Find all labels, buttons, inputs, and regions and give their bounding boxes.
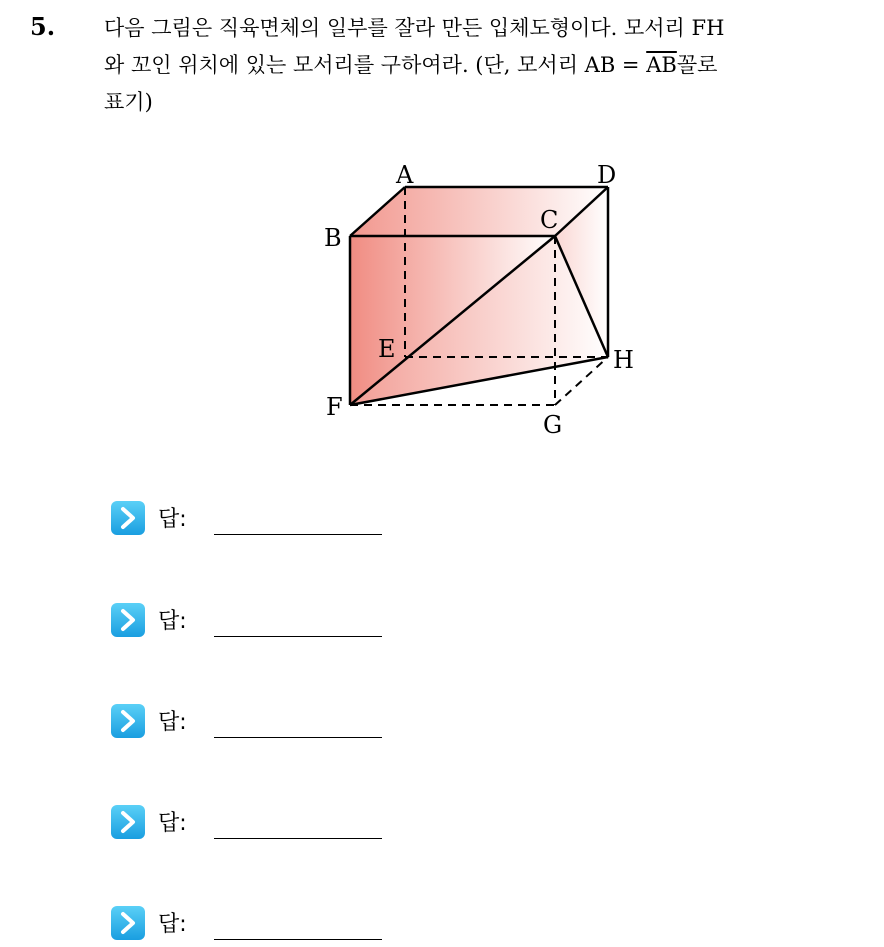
question-line-3: 표기) — [104, 90, 153, 114]
answer-row-5 — [110, 905, 410, 945]
answer-label: 답: — [158, 609, 187, 634]
answer-label: 답: — [158, 912, 187, 937]
answer-label: 답: — [158, 507, 187, 532]
vertex-label-B: B — [324, 224, 342, 252]
answer-row-4 — [110, 804, 410, 844]
answer-label: 답: — [158, 710, 187, 735]
question-line-1: 다음 그림은 직육면체의 일부를 잘라 만든 입체도형이다. 모서리 FH — [104, 16, 725, 40]
answer-blank[interactable] — [214, 737, 382, 738]
vertex-label-A: A — [396, 161, 414, 189]
vertex-label-F: F — [326, 393, 343, 421]
answer-row-1 — [110, 500, 410, 540]
chevron-right-icon — [110, 905, 146, 941]
question-line-2-suffix: 꼴로 — [676, 53, 718, 77]
answer-row-3 — [110, 703, 410, 743]
answer-blank[interactable] — [214, 636, 382, 637]
chevron-right-icon — [110, 703, 146, 739]
vertex-label-C: C — [540, 206, 559, 234]
vertex-label-H: H — [613, 346, 634, 374]
answer-blank[interactable] — [214, 534, 382, 535]
question-text — [104, 10, 864, 121]
question-line-2 — [104, 47, 864, 84]
question-line-2-prefix: 와 꼬인 위치에 있는 모서리를 구하여라. (단, 모서리 AB = — [104, 53, 647, 77]
answer-row-2 — [110, 602, 410, 642]
vertex-label-D: D — [597, 161, 617, 189]
overline-ab: $\overline{AB}$ — [646, 53, 677, 77]
vertex-label-G: G — [543, 411, 563, 439]
answer-label: 답: — [158, 811, 187, 836]
question-number: 5. — [30, 12, 56, 41]
chevron-right-icon — [110, 602, 146, 638]
vertex-label-E: E — [378, 335, 396, 363]
answer-blank[interactable] — [214, 939, 382, 940]
solid-figure — [310, 150, 650, 450]
chevron-right-icon — [110, 804, 146, 840]
answer-blank[interactable] — [214, 838, 382, 839]
chevron-right-icon — [110, 500, 146, 536]
